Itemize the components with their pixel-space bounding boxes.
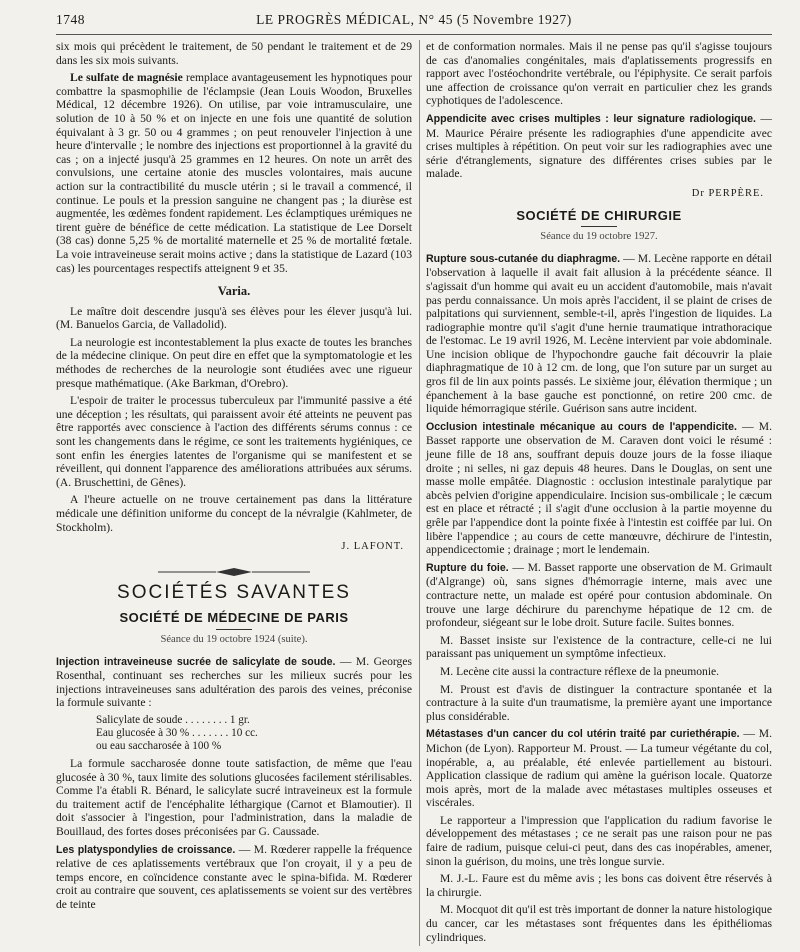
section-title-societes: SOCIÉTÉS SAVANTES [117, 581, 351, 603]
formula-line: ou eau saccharosée à 100 % [96, 739, 222, 752]
paragraph: Le maître doit descendre jusqu'à ses élèves pour les élever jusqu'à lui. (M. Banuelos Garcia, de Valladolid). [56, 304, 412, 332]
title-rule [581, 226, 617, 227]
paragraph: Les platyspondylies de croissance. — M. Rœderer rappelle la fréquence relative de ces aplatissements vertébraux que l'on croyait, il y a peu de temps encore, en coïncidence constante avec le spina-bifida. M. Rœderer croit au contraire que souvent, ces aplatissements se voient sur des vertèbres de teinte [56, 842, 412, 911]
paragraph: Rupture du foie. — M. Basset rapporte une observation de M. Grimault (d'Algrange) où, sans signes d'hémorragie interne, mais avec une contracture nette, un malade est opéré pour contusion abdominale. On trouve une large déchirure du parenchyme hépatique de 12 cm. de profondeur, siégeant sur le lobe droit. Suture facile. Suites bonnes. [426, 560, 772, 630]
paragraph: six mois qui précèdent le traitement, de 50 pendant le traitement et de 29 dans les six mois suivants. [56, 40, 412, 67]
author-signature: Dr PERPÈRE. [691, 187, 764, 199]
paragraph: Appendicite avec crises multiples : leur signature radiologique. — M. Maurice Péraire présente les radiographies d'une appendicite avec crises multiples à répétition. On peut voir sur les radiographies avec une série d'étranglements, signature des différentes crises subies par le malade. [426, 111, 772, 181]
formula-line: Eau glucosée à 30 % . . . . . . . 10 cc. [96, 726, 258, 739]
paragraph: M. Proust est d'avis de distinguer la contracture spontanée et la contracture à la suite d'un traumatisme, la première ayant une importance plus considérable. [426, 682, 772, 723]
title-rule [216, 629, 252, 630]
paragraph: Le rapporteur a l'impression que l'application du radium favorise le développement des métastases ; ce ne serait pas une raison pour ne pas faire de radium, puisque celui-ci peut, dans des cas inopérables, amener, sinon la guérison, du moins, une très longue survie. [426, 813, 772, 868]
formula-block [96, 714, 412, 753]
session-date: Séance du 19 octobre 1924 (suite). [160, 633, 308, 645]
paragraph: La formule saccharosée donne toute satisfaction, de même que l'eau glucosée à 30 %, taux limite des solutions glucosées facilement stérilisables. Comme l'a établi R. Bénard, le salicylate sucré intraveineux est la formule du traitement actif de l'encéphalite léthargique (Carnot et Blamoutier). Il doit s'associer à l'ingestion, pour l'administration, dans la maladie de Bouillaud, des fortes doses préconisées par G. Caussade. [56, 756, 412, 838]
article-subtitle: Occlusion intestinale mécanique au cours de l'appendicite. [426, 420, 737, 433]
paragraph: M. Lecène cite aussi la contracture réflexe de la pneumonie. [440, 664, 720, 678]
paragraph: La neurologie est incontestablement la plus exacte de toutes les branches de la médecine clinique. On peut dire en effet que la symptomatologie et les méthodes de recherches de la neurologie sont étudiées avec une rigueur presque mathématique. (Ake Barkman, d'Orebro). [56, 335, 412, 390]
society-title: SOCIÉTÉ DE CHIRURGIE [516, 207, 682, 223]
paragraph: Occlusion intestinale mécanique au cours de l'appendicite. — M. Basset rapporte une observation de M. Caraven dont voici le résumé : jeune fille de 18 ans, souffrant depuis douze jours de la fosse iliaque droite ; ni selles, ni gaz depuis 48 heures. Dans le Douglas, on sent une masse molle empâtée. Diagnostic : occlusion intestinale paralytique par abcès pelvien d'origine appendiculaire. Incision sus-ombilicale ; le cæcum est en place et rétracté ; il s'agit d'une occlusion à la partie moyenne du grêle par l'appendice dont la pointe fixée à l'intestin est coiffée par lui. On libère l'appendice ; au cours de cette manœuvre, déchirure de l'intestin, appendicectomie ; drainage ; mort le lendemain. [426, 419, 772, 557]
paragraph: L'espoir de traiter le processus tuberculeux par l'immunité passive a été une déception ; les résultats, qui paraissent avoir été atteints ne peuvent pas être rapportés avec conscience à l'action des différents sérums connus : ce sont les changements dans le régime, ce sont les traitements hygiéniques, ce sont enfin les énergies latentes de l'organisme qui se manifestent et se réveillent, qui donnent l'apparence des améliorations attribuées aux sérums. (A. Bruschettini, de Gênes). [56, 394, 412, 489]
journal-title: LE PROGRÈS MÉDICAL, N° 45 (5 Novembre 1927) [256, 12, 572, 27]
article-subtitle: Les platyspondylies de croissance. [56, 843, 236, 856]
ornament-icon [154, 566, 314, 578]
article-subtitle: Rupture sous-cutanée du diaphragme. [426, 252, 621, 265]
page-header [56, 6, 772, 35]
right-column [426, 40, 772, 952]
section-title-varia: Varia. [217, 284, 251, 299]
page-number: 1748 [56, 12, 85, 27]
ornament-divider [56, 566, 412, 580]
society-title: SOCIÉTÉ DE MÉDECINE DE PARIS [119, 610, 349, 626]
paragraph: A l'heure actuelle on ne trouve certainement pas dans la littérature médicale une définition uniforme du concept de la névralgie (Kahlmeter, de Stockholm). [56, 493, 412, 534]
article-subtitle: Appendicite avec crises multiples : leur signature radiologique. [426, 112, 756, 125]
left-column [56, 40, 412, 952]
paragraph: M. J.-L. Faure est du même avis ; les bons cas doivent être réservés à la chirurgie. [426, 872, 772, 899]
paragraph: Injection intraveineuse sucrée de salicylate de soude. — M. Georges Rosenthal, continuant ses recherches sur les milieux sucrés pour les injections intraveineuses sans adultération des parois des veines, préconise la formule suivante : [56, 654, 412, 710]
article-subtitle: Métastases d'un cancer du col utérin traité par curiethérapie. [426, 728, 740, 741]
paragraph: et de conformation normales. Mais il ne pense pas qu'il s'agisse toujours de cas d'anomalies congénitales, mais d'aplatissements progressifs en rapport avec l'ostéochondrite vertébrale, ou l'épiphysite. Ce serait parfois une affection de croissance qu'on verrait en particulier chez les grands cyphotiques de l'adolescence. [426, 40, 772, 108]
paragraph: Le sulfate de magnésie remplace avantageusement les hypnotiques pour combattre la spasmophilie de l'éclampsie (Jean Louis Woodon, Bruxelles Médical, 12 décembre 1926). On utilise, par voie intramusculaire, une solution de 10 à 50 % et on injecte en une fois une quantité de solution équivalant à 3 gr. 50 ou 4 grammes ; on peut renouveler l'injection à une heure d'intervalle ; le nombre des injections est proportionnel à la gravité du cas ; on a injecté jusqu'à 25 grammes en 12 heures. On note un arrêt des convulsions, une certaine atonie des muscles volontaires, mais aucune action sur la contractibilité du muscle utérin ; si le travail a commencé, il continue. Le pouls et la pression sanguine ne changent pas ; la diurèse est augmentée, les œdèmes fondent rapidement. Les éclamptiques urémiques ne tirent guère de bénéfice de cette médication. La statistique de Lee Dorselt (38 cas) donne 5,25 % de mortalité maternelle et 25 % de mortalité fœtale. La voie intraveineuse serait moins active ; dans la statistique de Lazard (103 cas) les pourcentages respectifs atteignent 9 et 35. [56, 71, 412, 275]
paragraph: M. Mocquot dit qu'il est très important de donner la nature histologique du cancer, car les métastases sont fréquentes dans les épithéliomas cylindriques. [426, 903, 772, 944]
session-date: Séance du 19 octobre 1927. [540, 231, 658, 243]
column-divider [419, 40, 420, 946]
author-signature: J. LAFONT. [341, 541, 404, 553]
article-subtitle: Injection intraveineuse sucrée de salicylate de soude. [56, 655, 336, 668]
paragraph: Rupture sous-cutanée du diaphragme. — M. Lecène rapporte en détail l'observation à laquelle il avait fait allusion à la précédente séance. Il s'agissait d'un homme qui avait eu un accident d'automobile, mais n'avait pas perdu connaissance. Un mois après l'accident, il se plaint de crises de palpitations qui surviennent, semble-t-il, après l'ingestion de liquides. La radiographie montre qu'il s'agit d'une hernie traumatique intrathoracique de l'estomac. Le 19 avril 1926, M. Lecène intervient par voie abdominale. Une incision oblique de l'hypochondre gauche fait découvrir la plaie diaphragmatique de 10 à 12 cm. de long, que l'on suture par un surget au gros fil de lin aux points passés. Le sixième jour, élévation thermique ; un épanchement à la base gauche est ponctionné, on retire 200 cmc. de liquide hémorragique stérile. Guérison sans autre incident. [426, 251, 772, 416]
article-subtitle: Rupture du foie. [426, 561, 509, 574]
paragraph: Métastases d'un cancer du col utérin traité par curiethérapie. — M. Michon (de Lyon). Rapporteur M. Proust. — La tumeur végétante du col, inopérable, a, au préalable, été enlevée partiellement au bistouri. Application classique de radium qui amène la guérison locale. Quatorze mois après, mort de la malade avec métastases multiples osseuses et viscérales. [426, 727, 772, 810]
formula-line: Salicylate de soude . . . . . . . . 1 gr. [96, 713, 250, 726]
paragraph: M. Basset insiste sur l'existence de la contracture, celle-ci ne lui paraissant pas uniquement un symptôme infectieux. [426, 633, 772, 661]
article-lead: Le sulfate de magnésie [70, 71, 183, 85]
